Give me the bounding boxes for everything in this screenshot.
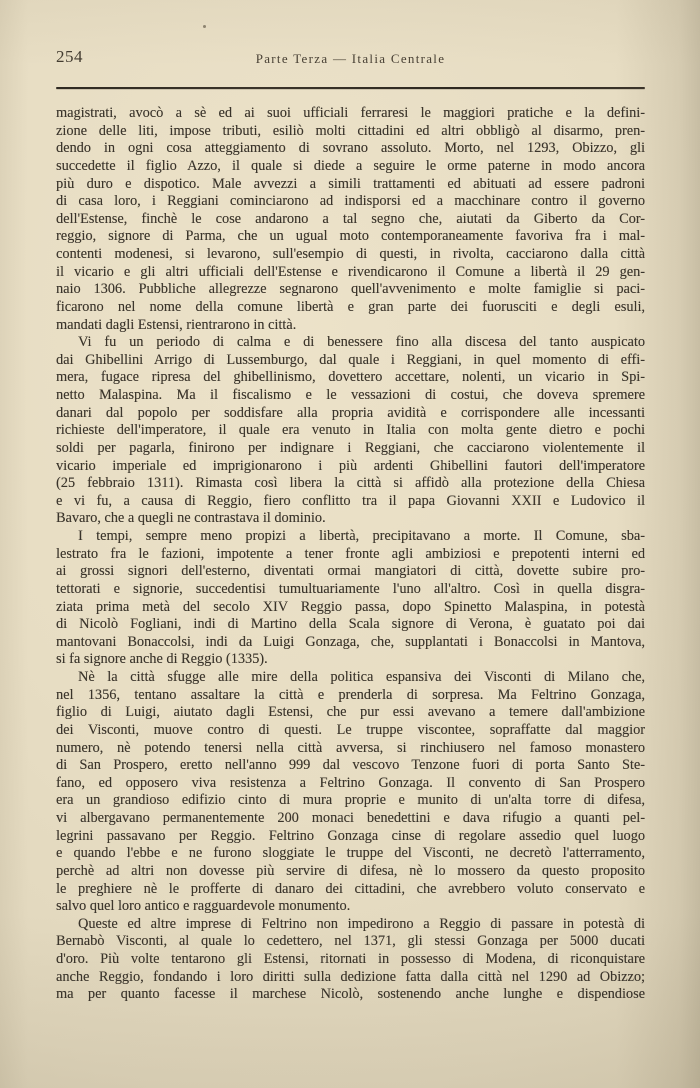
- paragraph: [56, 669, 645, 916]
- text-line: più duro e dispotico. Male avvezzi a simili trattamenti ed abituati ad essere padroni: [56, 175, 645, 192]
- text-line: mera, fugace ripresa del ghibellinismo, dovettero accettare, nolenti, un vicario in Spi-: [56, 369, 645, 386]
- text-line: d'oro. Più volte tentarono gli Estensi, ritornati in possesso di Modena, di riconquistare: [56, 951, 645, 967]
- text-line: zione delle liti, impose tributi, esiliò molti cittadini ed altri obbligò al disarmo, pren-: [56, 122, 645, 139]
- text-line: dell'Estense, finchè le cose andarono a tal segno che, aiutati da Giberto da Cor-: [56, 210, 645, 227]
- text-line: figlio di Luigi, aiutato dagli Estensi, che pur essi avevano a temere dall'ambizione: [56, 704, 645, 721]
- text-line: netto Malaspina. Ma il fiscalismo e le vessazioni di costui, che doveva spremere: [56, 387, 645, 403]
- text-line: vicario imperiale ed imprigionarono i più ardenti Ghibellini fautori dell'imperatore: [56, 457, 645, 474]
- page-number: 254: [56, 47, 83, 66]
- text-line: legrini passavano per Reggio. Feltrino Gonzaga cinse di regolare assedio quel luogo: [56, 827, 645, 844]
- text-line: perchè ad altri non dovesse più servire di difesa, nè lo mossero da questo proposito: [56, 862, 645, 879]
- text-line: di Nicolò Fogliani, indi di Martino della Scala signore di Verona, è guatato poi dai: [56, 616, 645, 633]
- text-line: fano, ed opposero viva resistenza a Feltrino Gonzaga. Il convento di San Prospero: [56, 774, 645, 791]
- text-line: I tempi, sempre meno propizi a libertà, precipitavano a morte. Il Comune, sba-: [78, 528, 645, 544]
- text-line: reggio, signore di Parma, che un ugual moto contemporaneamente favoriva fra i mal-: [56, 228, 645, 245]
- text-line: soldi per pagarla, finirono per indignare i Reggiani, che cacciarono violentemente il: [56, 439, 645, 456]
- text-line: era un grandioso edifizio cinto di mura proprie e munito di un'alta torre di difesa,: [56, 792, 645, 809]
- text-line: e vi fu, a causa di Reggio, fiero conflitto tra il papa Giovanni XXII e Ludovico il: [56, 492, 645, 509]
- paper-speck: [203, 25, 206, 28]
- text-line: tettorati e signorie, succedentisi tumultuariamente l'uno all'altro. Così in quella disgra-: [56, 580, 645, 597]
- page-header: [56, 47, 645, 71]
- text-line: dai Ghibellini Arrigo di Lussemburgo, dal quale i Reggiani, in quel momento di effi-: [56, 351, 645, 368]
- text-line: ziata prima metà del secolo XIV Reggio passa, dopo Spinetto Malaspina, in potestà: [56, 598, 645, 615]
- text-line: vi albergavano permanentemente 200 monaci benedettini e dava rifugio a quanti pel-: [56, 810, 645, 826]
- text-line: anche Reggio, fondando i loro diritti sulla dedizione fatta dalla città nel 1290 ad Obizzo;: [56, 968, 645, 985]
- text-line: salvo quel loro antico e ragguardevole monumento.: [56, 898, 351, 915]
- text-line: (25 febbraio 1311). Rimasta così libera la città si affidò alla protezione della Chiesa: [56, 475, 645, 492]
- text-line: il vicario e gli altri ufficiali dell'Estense e rivendicarono il Comune a libertà il 29 gen-: [56, 263, 645, 280]
- text-line: nel 1356, tentano assaltare la città e prenderla di sorpresa. Ma Feltrino Gonzaga,: [56, 686, 645, 703]
- running-title: Parte Terza — Italia Centrale: [255, 51, 446, 66]
- paragraph: [56, 105, 645, 334]
- text-line: di casa loro, i Reggiani cominciarono ad indisporsi ed a macchinare contro il governo: [56, 193, 645, 210]
- text-line: ma per quanto facesse il marchese Nicolò, sostenendo anche lunghe e dispendiose: [56, 986, 645, 1003]
- text-line: Bavaro, che a quegli ne contrastava il dominio.: [56, 510, 326, 527]
- text-line: di San Prospero, eretto nell'anno 999 dal vescovo Tenzone fuori di porta Santo Ste-: [56, 757, 645, 774]
- text-line: succedette il figlio Azzo, il quale si diede a seguire le orme paterne in modo ancora: [56, 157, 645, 174]
- text-line: contenti modenesi, si levarono, sull'esempio di questi, in rivolta, cacciarono dalla città: [56, 246, 645, 262]
- page-body: [56, 105, 645, 1004]
- text-line: dei Visconti, muove contro di questi. Le truppe viscontee, sopraffatte dal maggior: [56, 721, 645, 738]
- paragraph: [56, 528, 645, 669]
- paragraph: [56, 334, 645, 528]
- text-line: mandati dagli Estensi, rientrarono in città.: [56, 316, 297, 333]
- text-line: le preghiere nè le profferte di danaro dei cittadini, che avrebbero voluto conservato e: [56, 880, 645, 897]
- text-line: magistrati, avocò a sè ed ai suoi ufficiali ferraresi le maggiori pratiche e la defini-: [56, 105, 645, 121]
- text-line: Nè la città sfugge alle mire della politica espansiva dei Visconti di Milano che,: [78, 669, 645, 685]
- text-line: Bernabò Visconti, al quale lo cedettero, nel 1371, gli stessi Gonzaga per 5000 ducati: [56, 933, 645, 950]
- text-line: si fa signore anche di Reggio (1335).: [56, 651, 268, 668]
- text-line: mantovani Bonaccolsi, indi da Luigi Gonzaga, che, supplantati i Bonaccolsi in Mantova,: [56, 633, 645, 650]
- text-line: ficarono nel nome della comune libertà e gran parte dei fuorusciti e degli esuli,: [56, 298, 645, 315]
- header-rule: [56, 87, 645, 89]
- text-line: numero, nè potendo tenersi nella città avversa, si rinchiusero nel famoso monastero: [56, 739, 645, 756]
- paragraph: [56, 916, 645, 1004]
- text-line: dendo in ogni cosa atteggiamento di sovrano assoluto. Morto, nel 1293, Obizzo, gli: [56, 140, 645, 157]
- text-line: Vi fu un periodo di calma e di benessere fino alla discesa del tanto auspicato: [78, 334, 645, 351]
- text-line: richieste dell'imperatore, il quale era venuto in Italia con molta gente dietro e pochi: [56, 422, 645, 439]
- text-line: ai grossi signori dell'esterno, diventati ormai mangiatori di città, dovette subire pro-: [56, 563, 645, 580]
- text-line: e quando l'ebbe e ne furono sloggiate le truppe del Visconti, ne decretò l'atterramento,: [56, 845, 645, 862]
- text-line: lestrato fra le fazioni, impotente a tener fronte agli ambiziosi e prepotenti interni ed: [56, 545, 645, 562]
- text-line: naio 1306. Pubbliche allegrezze segnarono quell'avvenimento e molte famiglie si paci-: [56, 281, 645, 298]
- text-line: Queste ed altre imprese di Feltrino non impedirono a Reggio di passare in potestà di: [78, 915, 645, 932]
- text-line: danari dal popolo per soddisfare alla propria avidità e corrispondere alle incessanti: [56, 404, 645, 421]
